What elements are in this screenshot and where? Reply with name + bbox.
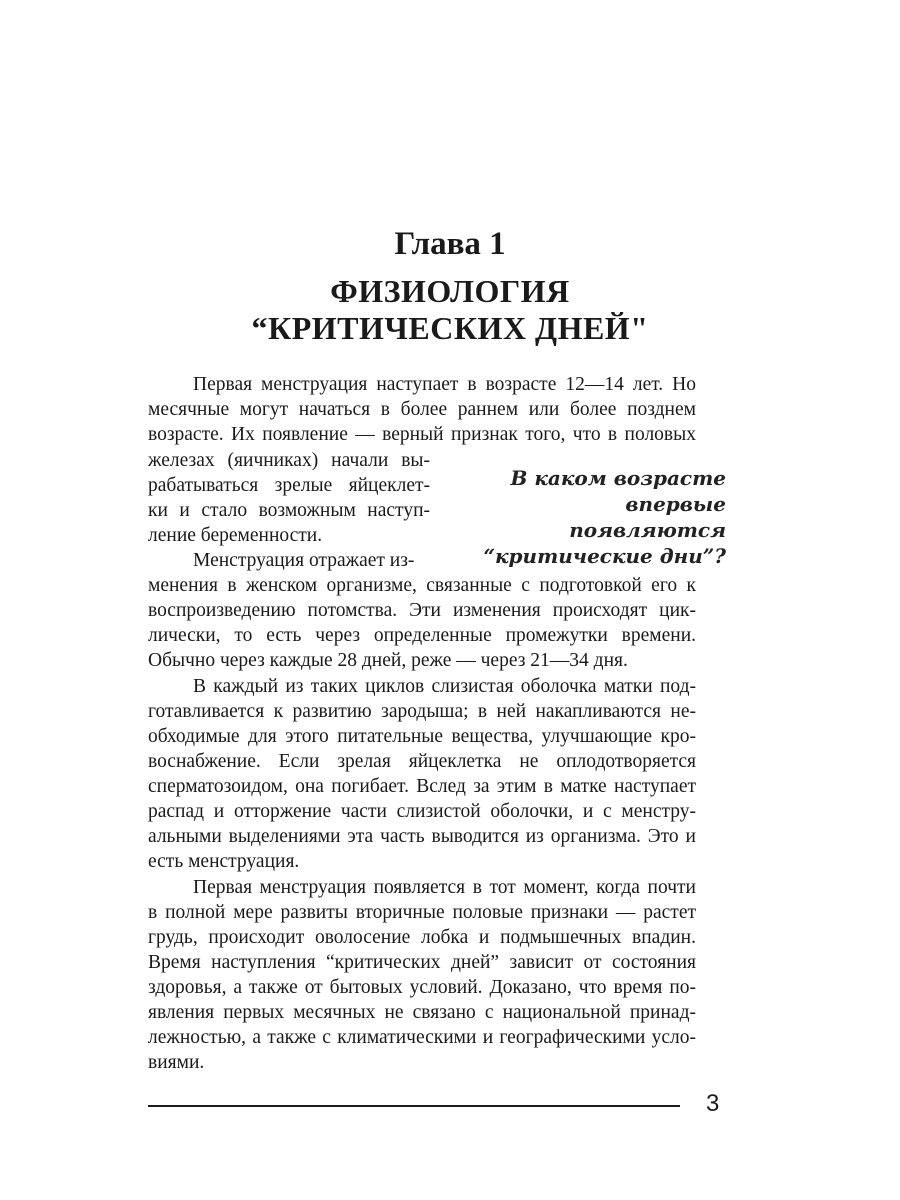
text-line: здоровья, а также от бытовых условий. Доказано, что время по-: [148, 977, 696, 998]
text-line: воснабжение. Если зрелая яйцеклетка не оплодотворяется: [148, 751, 696, 772]
margin-question-line: “критические дни”?: [483, 544, 726, 568]
footer-rule: [148, 1105, 680, 1107]
text-line: альными выделениями эта часть выводится из организма. Это и: [148, 826, 696, 847]
text-line: грудь, происходит оволосение лобка и подмышечных впадин.: [148, 927, 696, 948]
text-line: явления первых месячных не связано с национальной принад-: [148, 1002, 696, 1023]
margin-question-line: впервые появляются: [569, 492, 726, 542]
margin-question-line: В каком возрасте: [510, 466, 726, 490]
chapter-title-line-2: “КРИТИЧЕСКИХ ДНЕЙ": [251, 310, 649, 346]
text-line: рабатываться зрелые яйцеклет-: [148, 475, 430, 496]
text-line: Обычно через каждые 28 дней, реже — через 21—34 дня.: [148, 650, 628, 671]
margin-question: [470, 465, 726, 569]
text-line: обходимые для этого питательные вещества, улучшающие кро-: [148, 726, 696, 747]
text-line: Время наступления “критических дней” зависит от состояния: [148, 952, 696, 973]
text-line: воспроизведению потомства. Эти изменения происходят цик-: [148, 600, 696, 621]
text-line: готавливается к развитию зародыша; в ней накапливаются не-: [148, 701, 696, 722]
text-line: распад и отторжение части слизистой оболочки, и с менстру-: [148, 801, 696, 822]
text-line: Первая менструация наступает в возрасте 12—14 лет. Но: [193, 374, 696, 395]
text-line: Первая менструация появляется в тот момент, когда почти: [193, 877, 696, 898]
chapter-title-line-1: ФИЗИОЛОГИЯ: [330, 273, 570, 309]
text-line: ки и стало возможным наступ-: [148, 500, 430, 521]
text-line: в полной мере развиты вторичные половые признаки — растет: [148, 902, 696, 923]
text-line: лежностью, а также с климатическими и географическими усло-: [148, 1027, 696, 1048]
text-line: месячные могут начаться в более раннем или более позднем: [148, 399, 696, 420]
text-line: возрасте. Их появление — верный признак того, что в половых: [148, 424, 696, 445]
text-line: менения в женском организме, связанные с подготовкой его к: [148, 575, 696, 596]
page-number: 3: [706, 1090, 720, 1117]
text-line: Менструация отражает из-: [193, 550, 415, 571]
chapter-label: Глава 1: [394, 226, 506, 262]
text-line: есть менструация.: [148, 851, 300, 872]
text-line: железах (яичниках) начали вы-: [148, 450, 430, 471]
text-line: лически, то есть через определенные промежутки времени.: [148, 625, 696, 646]
text-line: виями.: [148, 1052, 205, 1073]
text-line: В каждый из таких циклов слизистая оболочка матки под-: [193, 676, 696, 697]
text-line: сперматозоидом, она погибает. Вслед за этим в матке наступает: [148, 776, 696, 797]
text-line: ление беременности.: [148, 525, 323, 546]
